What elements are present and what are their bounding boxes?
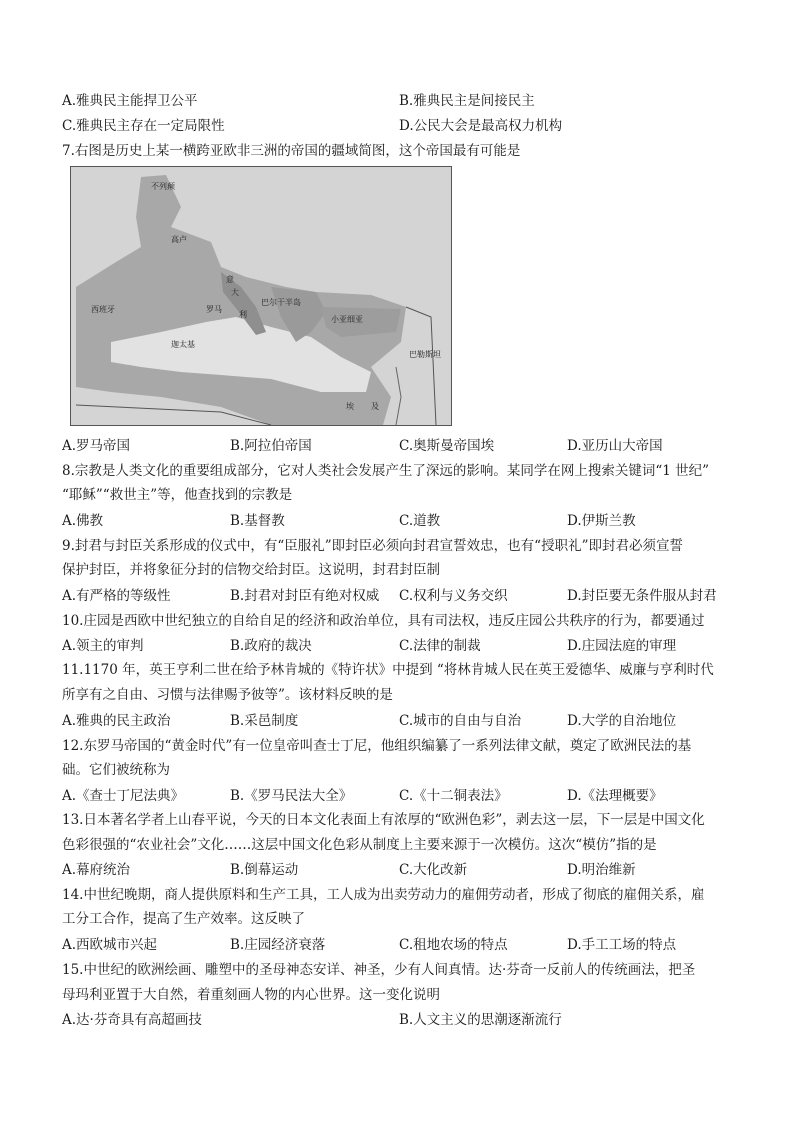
q8-option-b: B.基督教 — [230, 513, 285, 529]
map-label-italy-2: 大 — [231, 288, 239, 297]
q10-option-b: B.政府的裁决 — [230, 638, 312, 654]
q11-option-a: A.雅典的民主政治 — [62, 713, 171, 729]
map-label-egypt-2: 及 — [371, 402, 379, 411]
q11-stem-line-2: 所享有之自由、习惯与法律赐予彼等”。该材料反映的是 — [62, 687, 393, 703]
q14-option-d: D.手工工场的特点 — [567, 937, 677, 953]
q15-option-b: B.人文主义的思潮逐渐流行 — [399, 1012, 562, 1028]
q14-stem-line-1: 14.中世纪晚期，商人提供原料和生产工具，工人成为出卖劳动力的雇佣劳动者，形成了彻底的雇佣关系，雇 — [62, 887, 705, 903]
map-label-rome: 罗马 — [206, 305, 222, 314]
q12-stem-line-1: 12.东罗马帝国的“黄金时代”有一位皇帝叫查士丁尼，他组织编纂了一系列法律文献，奠定了欧洲民法的基 — [62, 738, 692, 754]
q13-option-d: D.明治维新 — [567, 862, 636, 878]
map-svg — [71, 167, 451, 425]
map-label-britain: 不列颠 — [151, 182, 175, 191]
q8-stem-line-2: “耶稣”“救世主”等，他查找到的宗教是 — [62, 487, 293, 503]
q13-stem-line-2: 色彩很强的“农业社会”文化……这层中国文化色彩从制度上主要来源于一次模仿。这次“模仿”指的是 — [62, 837, 657, 853]
q11-option-d: D.大学的自治地位 — [567, 713, 677, 729]
q13-option-a: A.幕府统治 — [62, 862, 131, 878]
q7-option-d: D.亚历山大帝国 — [567, 438, 663, 454]
q8-stem-line-1: 8.宗教是人类文化的重要组成部分，它对人类社会发展产生了深远的影响。某同学在网上搜索关键词“1 世纪” — [62, 463, 710, 479]
map-label-egypt-1: 埃 — [346, 402, 354, 411]
q10-option-d: D.庄园法庭的审理 — [567, 638, 677, 654]
map-label-gaul: 高卢 — [171, 235, 187, 244]
q14-stem-line-2: 工分工合作，提高了生产效率。这反映了 — [62, 911, 305, 927]
q6-option-b: B.雅典民主是间接民主 — [399, 93, 535, 109]
q10-option-a: A.领主的审判 — [62, 638, 144, 654]
map-label-palestine: 巴勒斯坦 — [409, 350, 441, 359]
q9-option-d: D.封臣要无条件服从封君 — [567, 588, 717, 604]
q12-option-d: D.《法理概要》 — [567, 788, 663, 804]
roman-empire-map — [70, 166, 452, 426]
q7-stem: 7.右图是历史上某一横跨亚欧非三洲的帝国的疆域简图，这个帝国最有可能是 — [62, 143, 521, 159]
q10-option-c: C.法律的制裁 — [399, 638, 481, 654]
q7-option-c: C.奥斯曼帝国埃 — [399, 438, 495, 454]
q12-option-a: A.《查士丁尼法典》 — [62, 788, 185, 804]
q7-option-a: A.罗马帝国 — [62, 438, 131, 454]
q11-stem-line-1: 11.1170 年，英王亨利二世在给予林肯城的《特许状》中提到 “将林肯城人民在英王爱德华、威廉与亨利时代 — [62, 662, 714, 678]
q14-option-b: B.庄园经济衰落 — [230, 937, 326, 953]
map-label-asia-minor: 小亚细亚 — [331, 315, 363, 324]
q9-option-c: C.权利与义务交织 — [399, 588, 508, 604]
q12-stem-line-2: 础。它们被统称为 — [62, 762, 170, 778]
q12-option-b: B.《罗马民法大全》 — [230, 788, 353, 804]
q15-stem-line-1: 15.中世纪的欧洲绘画、雕塑中的圣母神态安详、神圣，少有人间真情。达·芬奇一反前人的传统画法，把圣 — [62, 962, 696, 978]
q8-option-d: D.伊斯兰教 — [567, 513, 636, 529]
q12-option-c: C.《十二铜表法》 — [399, 788, 508, 804]
q11-option-c: C.城市的自由与自治 — [399, 713, 522, 729]
q9-option-b: B.封君对封臣有绝对权威 — [230, 588, 380, 604]
q15-stem-line-2: 母玛利亚置于大自然，着重刻画人物的内心世界。这一变化说明 — [62, 987, 440, 1003]
map-label-spain: 西班牙 — [91, 305, 115, 314]
map-label-italy-1: 意 — [226, 275, 234, 284]
q9-stem-line-2: 保护封臣，并将象征分封的信物交给封臣。这说明，封君封臣制 — [62, 562, 440, 578]
q9-option-a: A.有严格的等级性 — [62, 588, 171, 604]
q14-option-c: C.租地农场的特点 — [399, 937, 508, 953]
q8-option-a: A.佛教 — [62, 513, 104, 529]
q6-option-c: C.雅典民主存在一定局限性 — [62, 118, 225, 134]
q13-option-b: B.倒幕运动 — [230, 862, 299, 878]
q11-option-b: B.采邑制度 — [230, 713, 299, 729]
q8-option-c: C.道教 — [399, 513, 441, 529]
q13-stem-line-1: 13.日本著名学者上山春平说，今天的日本文化表面上有浓厚的“欧洲色彩”，剥去这一层，下一层是中国文化 — [62, 812, 705, 828]
q9-stem-line-1: 9.封君与封臣关系形成的仪式中，有“臣服礼”即封臣必须向封君宣誓效忠，也有“授职礼”即封君必须宣誓 — [62, 538, 683, 554]
map-label-carthage: 迦太基 — [171, 340, 195, 349]
q6-option-d: D.公民大会是最高权力机构 — [399, 118, 563, 134]
q14-option-a: A.西欧城市兴起 — [62, 937, 158, 953]
q7-option-b: B.阿拉伯帝国 — [230, 438, 312, 454]
map-label-balkans: 巴尔干半岛 — [261, 298, 301, 307]
q10-stem-line-1: 10.庄园是西欧中世纪独立的自给自足的经济和政治单位，具有司法权，违反庄园公共秩序的行为，都要通过 — [62, 613, 705, 629]
q15-option-a: A.达·芬奇具有高超画技 — [62, 1012, 202, 1028]
map-label-italy-3: 利 — [239, 310, 247, 319]
q6-option-a: A.雅典民主能捍卫公平 — [62, 93, 198, 109]
q13-option-c: C.大化改新 — [399, 862, 468, 878]
